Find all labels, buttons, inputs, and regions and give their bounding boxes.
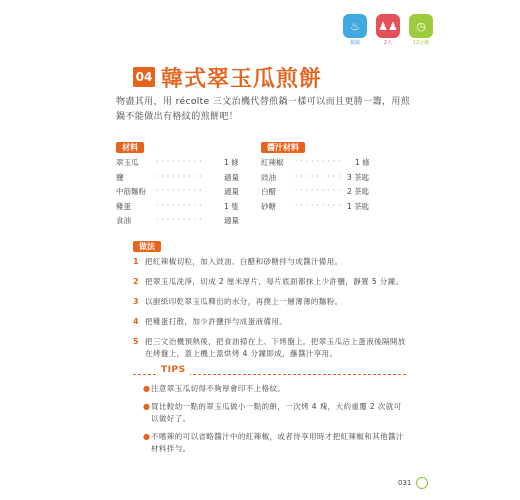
step-number: 2	[133, 277, 139, 286]
servings-badge-label: 2人	[383, 40, 393, 46]
ingredient-name: 雞蛋	[116, 201, 131, 211]
sauce-qty: 1 茶匙	[347, 201, 370, 211]
sauce-list	[261, 157, 391, 215]
recipe-title: 韓式翠玉瓜煎餅	[161, 67, 323, 92]
method-step	[133, 256, 408, 268]
recipe-intro: 物盡其用，用 récolte 三文治機代替煎鍋一樣可以而且更勝一籌，用煎鍋不能做出有格紋的煎餅吧！	[116, 97, 411, 122]
tips-list	[143, 383, 405, 461]
leader-dots: ·········	[156, 186, 205, 195]
people-icon: ♟♟	[378, 19, 398, 33]
leader-dots: ·········	[295, 171, 344, 181]
sauce-label: 醬汁材料	[261, 142, 305, 153]
sauce-qty: 1 條	[355, 158, 370, 167]
ingredient-row	[116, 201, 246, 216]
sauce-row	[261, 201, 391, 216]
method-step	[133, 296, 408, 308]
sauce-row	[261, 157, 391, 172]
sauce-name: 砂糖	[261, 201, 276, 211]
method-steps	[133, 256, 408, 368]
step-number: 3	[133, 297, 139, 306]
sauce-qty: 2 茶匙	[347, 187, 370, 196]
page-number: 031	[398, 479, 412, 487]
page-marker-icon	[416, 477, 428, 489]
cookware-icon: ♨	[350, 19, 360, 33]
step-text: 以廚紙印乾翠玉瓜釋出的水分，再撲上一層薄薄的麵粉。	[145, 297, 343, 306]
sauce-row	[261, 186, 391, 201]
sauce-name: 紅辣椒	[261, 158, 284, 167]
bullet-icon: ●	[143, 384, 151, 393]
ingredient-qty: 適量	[224, 187, 239, 196]
leader-dots: ·········	[156, 157, 205, 166]
ingredient-qty: 適量	[224, 172, 239, 182]
leader-dots: ·········	[295, 186, 344, 195]
step-number: 1	[133, 257, 139, 266]
leader-dots: ·········	[295, 200, 344, 210]
sauce-qty: 3 茶匙	[347, 172, 370, 182]
leader-dots: ·········	[156, 200, 205, 210]
step-text: 把翠玉瓜洗淨，切成 2 厘米厚片，每片底面都抹上少許鹽，靜置 5 分鐘。	[145, 277, 404, 286]
step-text: 把雞蛋打散，加少許鹽拌勻成蛋液備用。	[145, 317, 288, 326]
tip-text: 注意翠玉瓜切得不夠厚會印不上格紋。	[151, 384, 286, 393]
method-step	[133, 316, 408, 328]
sauce-row	[261, 172, 391, 187]
ingredient-row	[116, 157, 246, 172]
leader-dots: ·········	[156, 215, 205, 224]
ingredient-qty: 適量	[224, 216, 239, 225]
sauce-name: 白醋	[261, 187, 276, 196]
method-step	[133, 276, 408, 288]
tip-text: 不嗜辣的可以省略醬汁中的紅辣椒，或者待享用時才把紅辣椒和其他醬汁材料拌勻。	[151, 432, 404, 453]
time-badge	[409, 14, 433, 38]
cookware-badge	[343, 14, 367, 38]
ingredient-name: 翠玉瓜	[116, 158, 139, 167]
tip-item	[143, 431, 405, 455]
tips-label: TIPS	[157, 365, 190, 375]
ingredient-name: 中筋麵粉	[116, 187, 146, 196]
ingredient-qty: 1 隻	[224, 201, 239, 211]
tip-item	[143, 383, 405, 395]
leader-dots: ·········	[156, 171, 205, 181]
bullet-icon: ●	[143, 432, 151, 441]
bullet-icon: ●	[143, 402, 151, 411]
step-text: 把三文治機預熱後，把食油掃在上、下烤盤上。把翠玉瓜沾上蛋液後隔開放在烤盤上，蓋上機上蓋烘烤 4 分鐘即成，蘸醬汁享用。	[145, 337, 406, 358]
sauce-name: 豉油	[261, 172, 276, 182]
ingredient-row	[116, 215, 246, 230]
method-label: 做法	[133, 241, 161, 252]
method-step	[133, 336, 408, 360]
time-badge-label: 12分鐘	[412, 40, 430, 46]
tips-box	[133, 365, 406, 472]
recipe-number: 04	[133, 67, 155, 87]
ingredient-name: 食油	[116, 216, 131, 225]
ingredient-row	[116, 186, 246, 201]
cookware-badge-label: 鍋鍋	[349, 40, 360, 46]
ingredients-label: 材料	[116, 142, 144, 153]
step-text: 把紅辣椒切粒，加入豉油、白醋和砂糖拌勻成醬汁備用。	[145, 257, 343, 266]
tip-text: 買比較幼一點的翠玉瓜做小一點的餅，一次烤 4 塊，大約重覆 2 次就可以做好了。	[151, 402, 402, 423]
step-number: 4	[133, 317, 139, 326]
leader-dots: ·········	[295, 157, 344, 166]
tip-item	[143, 401, 405, 425]
ingredient-name: 鹽	[116, 172, 124, 182]
step-number: 5	[133, 337, 139, 346]
ingredients-list	[116, 157, 246, 230]
ingredient-qty: 1 條	[224, 158, 239, 167]
ingredient-row	[116, 172, 246, 187]
clock-icon: ◷	[416, 19, 426, 33]
servings-badge	[376, 14, 400, 38]
